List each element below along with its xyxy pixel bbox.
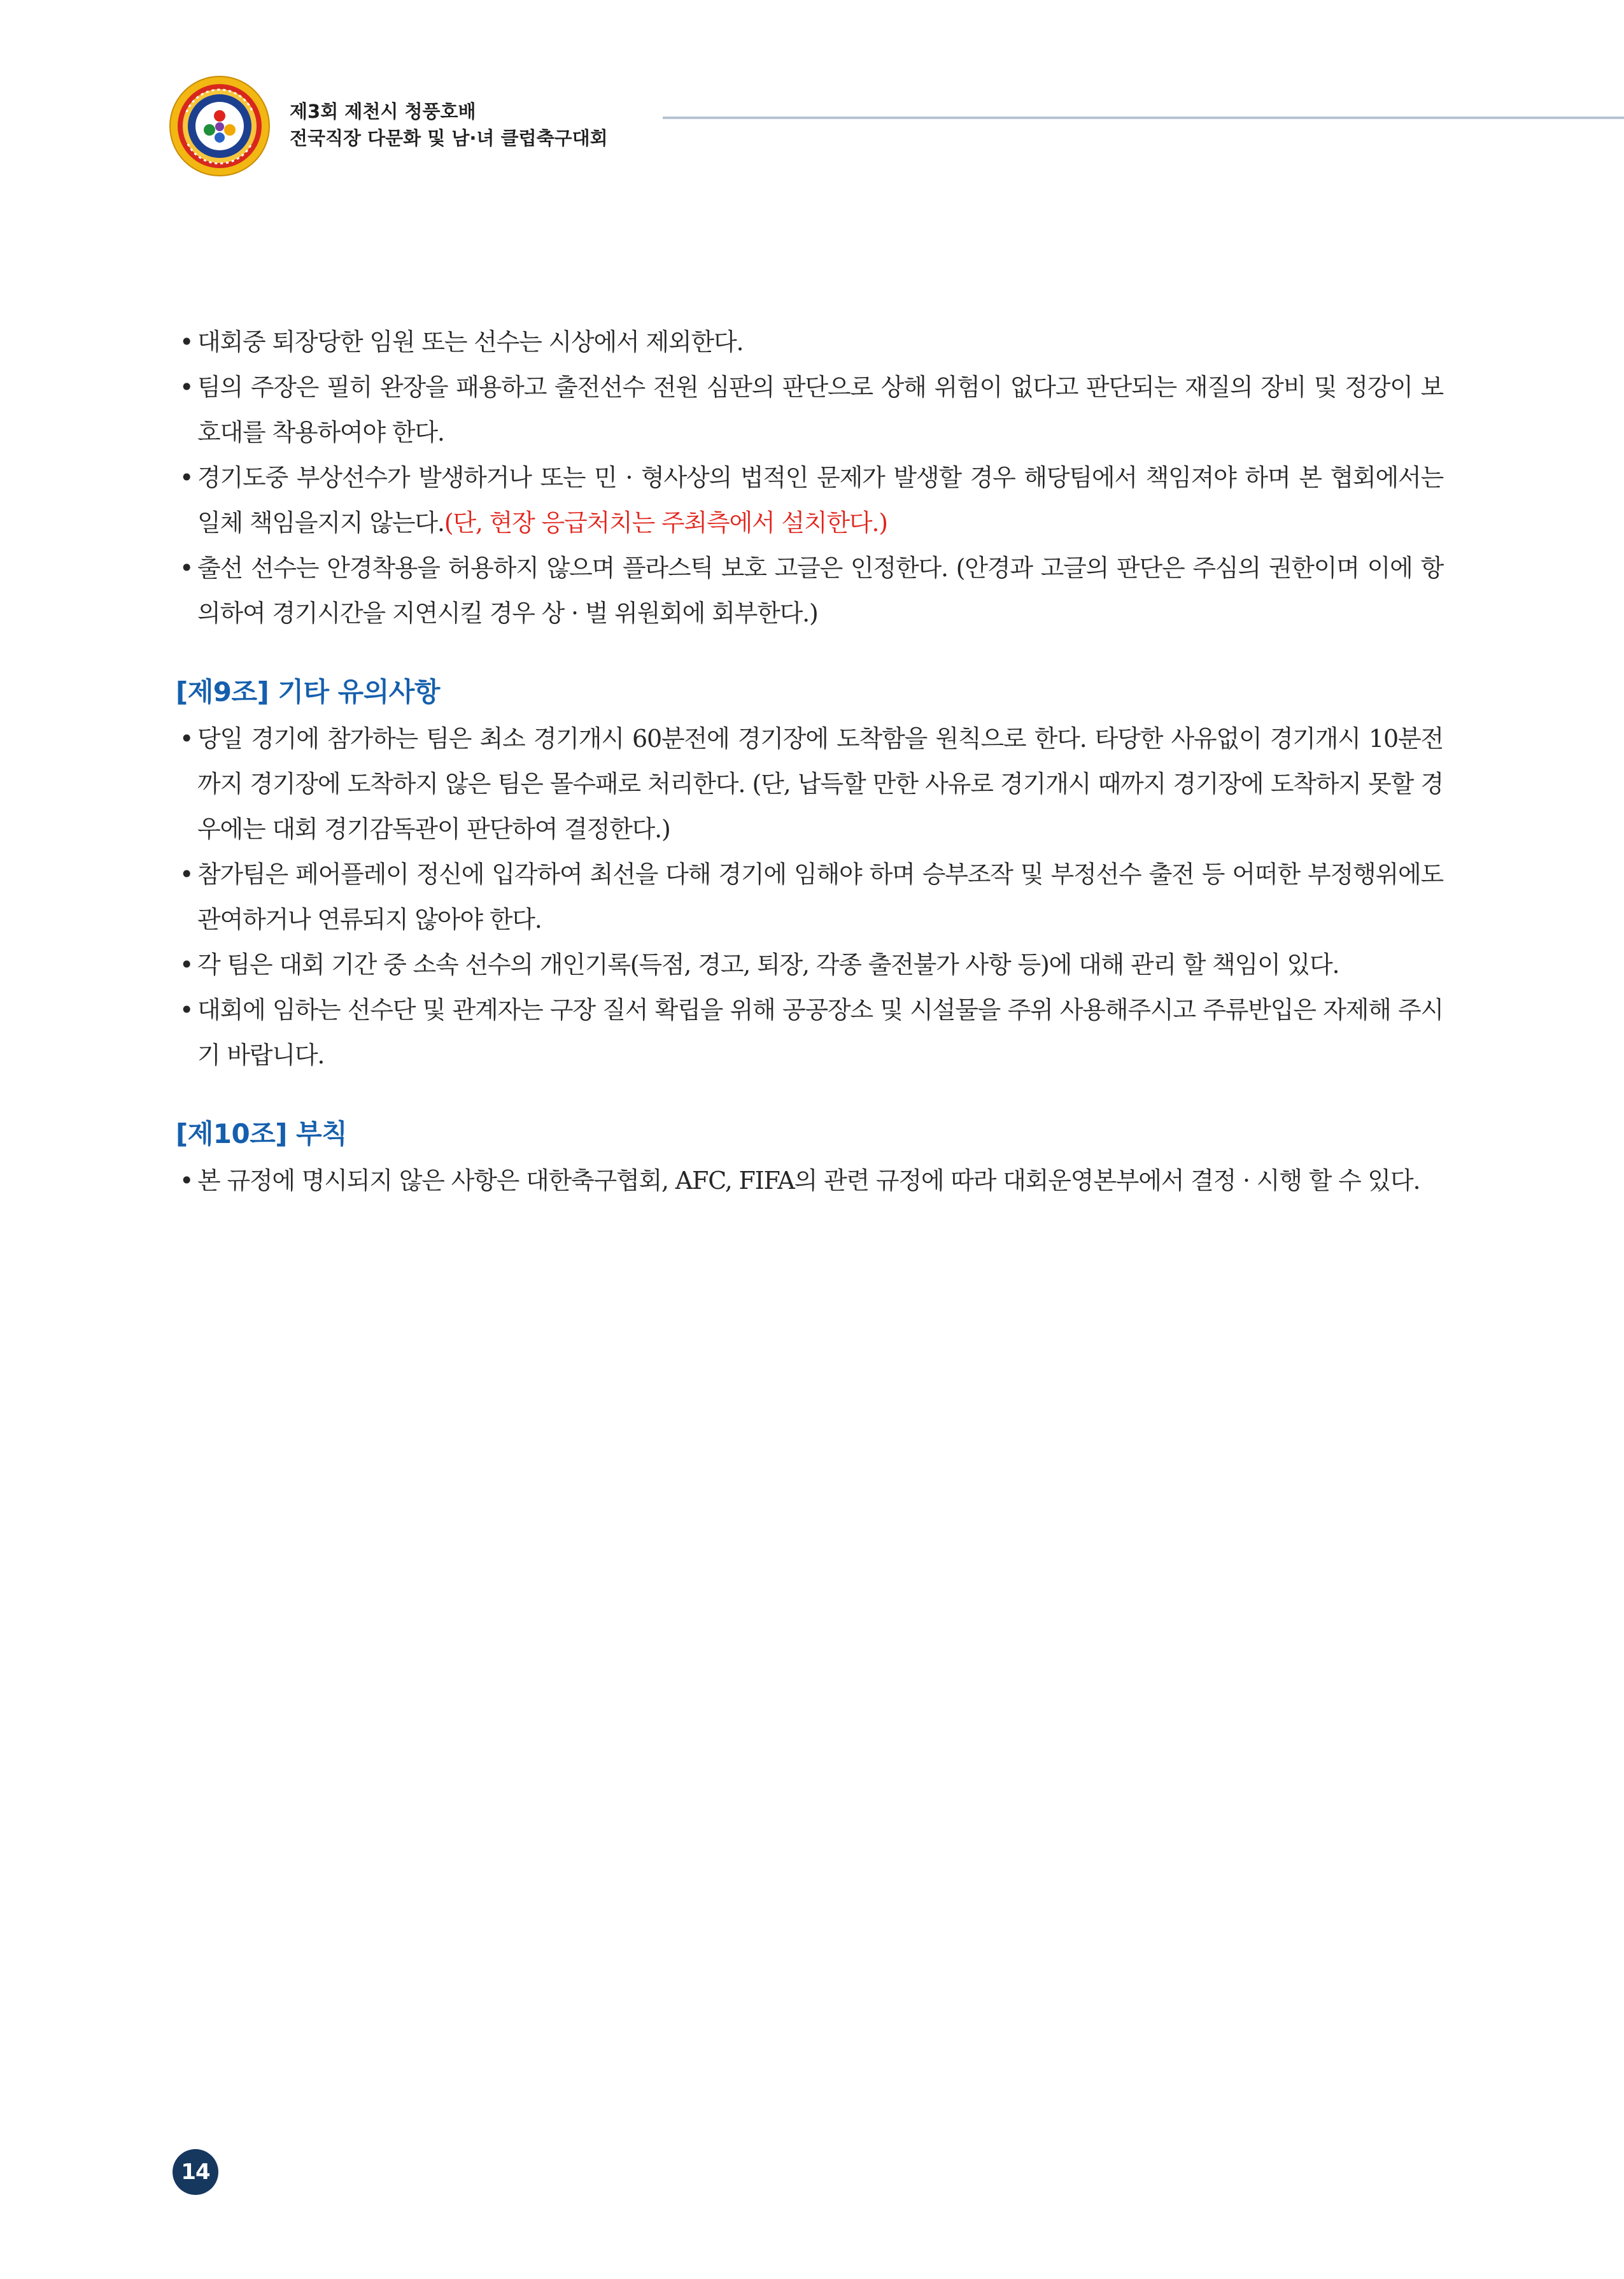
list-item-text: 각 팀은 대회 기간 중 소속 선수의 개인기록(득점, 경고, 퇴장, 각종 출전불가 사항 등)에 대해 관리 할 책임이 있다.: [197, 951, 1339, 979]
list-item-text: 대회중 퇴장당한 임원 또는 선수는 시상에서 제외한다.: [197, 328, 744, 356]
list-item-text: 팀의 주장은 필히 완장을 패용하고 출전선수 전원 심판의 판단으로 상해 위험이 없다고 판단되는 재질의 장비 및 정강이 보호대를 착용하여야 한다.: [197, 373, 1443, 446]
emergency-care-note: (단, 현장 응급처치는 주최측에서 설치한다.): [444, 509, 887, 537]
list-item: [180, 852, 1443, 942]
section-title-article-9: [제9조] 기타 유의사항: [176, 676, 440, 707]
section-title-article-10: [제10조] 부칙: [176, 1118, 348, 1149]
bullet-icon: •: [180, 373, 194, 401]
page-number-badge: 14: [173, 2149, 218, 2195]
list-item-text: 참가팀은 페어플레이 정신에 입각하여 최선을 다해 경기에 임해야 하며 승부조작 및 부정선수 출전 등 어떠한 부정행위에도 관여하거나 연류되지 않아야 한다.: [197, 860, 1443, 934]
list-item: [180, 365, 1443, 455]
tournament-emblem-icon: [169, 75, 271, 177]
bullet-icon: •: [180, 1167, 194, 1195]
header-title-line1: 제3회 제천시 청풍호배: [290, 101, 476, 122]
list-item: [180, 1158, 1443, 1203]
list-item: [180, 942, 1443, 988]
bullet-icon: •: [180, 996, 194, 1024]
bullet-icon: •: [180, 951, 194, 979]
bullet-icon: •: [180, 328, 194, 356]
list-item-text: 출선 선수는 안경착용을 허용하지 않으며 플라스틱 보호 고글은 인정한다. (안경과 고글의 판단은 주심의 권한이며 이에 항의하여 경기시간을 지연시킬 경우 상 · 벌 위원회에 회부한다.): [197, 554, 1443, 627]
list-item: [180, 455, 1443, 546]
bullet-icon: •: [180, 860, 194, 888]
list-item: [180, 546, 1443, 636]
list-item-text: 경기도중 부상선수가 발생하거나 또는 민 · 형사상의 법적인 문제가 발생할 경우 해당팀에서 책임져야 하며 본 협회에서는 일체 책임을지지 않는다.: [197, 464, 1443, 537]
header-divider: [663, 117, 1624, 119]
document-body: [176, 320, 1443, 1203]
list-item: [180, 716, 1443, 852]
list-item-text: 대회에 임하는 선수단 및 관계자는 구장 질서 확립을 위해 공공장소 및 시설물을 주위 사용해주시고 주류반입은 자제해 주시기 바랍니다.: [197, 996, 1443, 1069]
header-title-line2: 전국직장 다문화 및 남·녀 클럽축구대회: [290, 127, 608, 149]
page-header: [169, 75, 1624, 177]
bullet-icon: •: [180, 725, 194, 753]
list-item-text: 본 규정에 명시되지 않은 사항은 대한축구협회, AFC, FIFA의 관련 규정에 따라 대회운영본부에서 결정 · 시행 할 수 있다.: [197, 1167, 1420, 1195]
list-item: [180, 320, 1443, 365]
list-item: [180, 988, 1443, 1078]
list-item-text: 당일 경기에 참가하는 팀은 최소 경기개시 60분전에 경기장에 도착함을 원칙으로 한다. 타당한 사유없이 경기개시 10분전까지 경기장에 도착하지 않은 팀은 몰수패로 처리한다. (단, 납득할 만한 사유로 경기개시 때까지 경기장에 도착하지 못할 경우에는 대회 경기감독관이 판단하여 결정한다.): [197, 725, 1443, 843]
bullet-icon: •: [180, 464, 194, 492]
header-title: [290, 98, 735, 152]
bullet-icon: •: [180, 554, 194, 582]
